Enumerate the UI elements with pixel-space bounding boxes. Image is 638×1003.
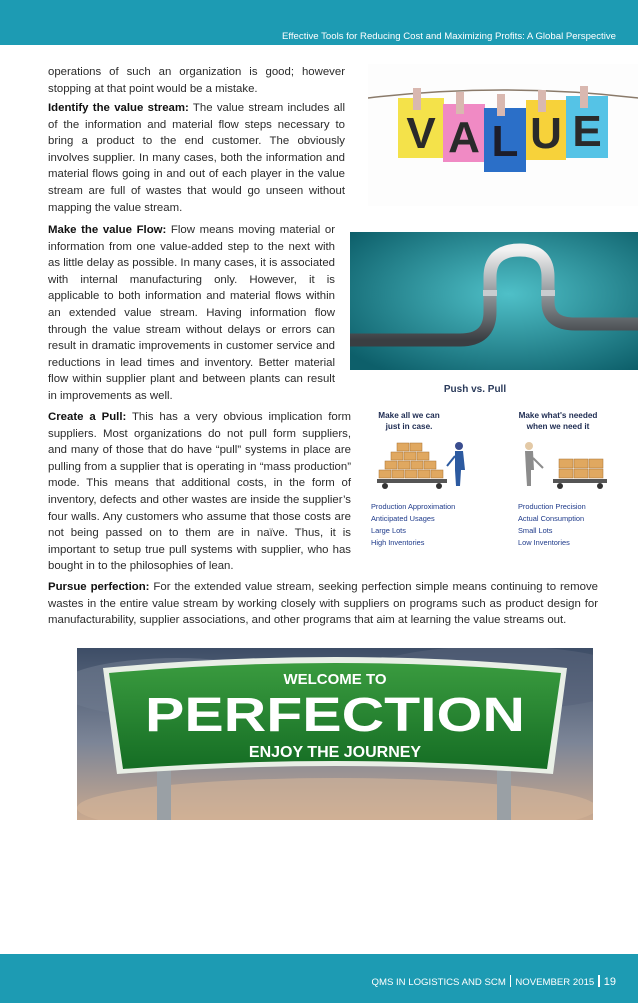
heading-value-stream: Identify the value stream:: [48, 102, 189, 114]
card-letter: U: [530, 109, 562, 158]
push-list-item: Production Approximation: [371, 502, 456, 511]
sign-line-welcome: WELCOME TO: [283, 671, 387, 688]
push-heading-line1: Make all we can: [378, 411, 440, 420]
card-v: [398, 88, 444, 158]
footer-separator: [510, 975, 512, 987]
pipe-joint: [541, 290, 555, 296]
value-cards-illustration: [368, 64, 638, 206]
paragraph-value-flow: [48, 222, 335, 405]
clothespin: [413, 88, 421, 110]
pipe-joint: [483, 290, 497, 296]
page-number: 19: [603, 976, 616, 988]
value-image: [368, 64, 638, 206]
push-pull-image: [363, 374, 631, 554]
perfection-sign-image: [77, 648, 593, 820]
running-header-title: Effective Tools for Reducing Cost and Maximizing Profits: A Global Perspective: [282, 31, 616, 42]
push-list-item: High Inventories: [371, 538, 425, 547]
pull-worker-icon: [525, 442, 543, 486]
card-letter: L: [491, 117, 519, 166]
card-letter: A: [448, 113, 480, 162]
pull-list-item: Actual Consumption: [518, 514, 585, 523]
push-list-item: Large Lots: [371, 526, 406, 535]
clothespin: [580, 86, 588, 108]
push-boxes: [377, 443, 447, 489]
pull-list-item: Small Lots: [518, 526, 553, 535]
heading-pull: Create a Pull:: [48, 411, 127, 423]
footer-text: [371, 975, 616, 988]
heading-value-flow: Make the value Flow:: [48, 224, 167, 236]
card-e: [566, 86, 608, 158]
sign-post: [497, 770, 511, 820]
footer-separator: [598, 975, 600, 987]
text-perfection: For the extended value stream, seeking perfection simple means continuing to remove wastes in the entire value stream by working closely with suppliers on programs such as product design for manufacturability, supplier associations, and other programs that aim at learning the value streams out.: [48, 581, 598, 627]
sign-line-perfection: PERFECTION: [145, 689, 525, 742]
pull-heading-line2: when we need it: [526, 422, 590, 431]
push-heading-line2: just in case.: [385, 422, 433, 431]
pull-list-item: Production Precision: [518, 502, 586, 511]
card-letter: V: [406, 109, 436, 158]
footer-issue: NOVEMBER 2015: [515, 977, 595, 988]
paragraph-pull: [48, 409, 351, 575]
footer-publication: QMS IN LOGISTICS AND SCM: [371, 977, 506, 988]
push-pull-diagram: [363, 374, 631, 554]
card-letter: E: [572, 107, 602, 156]
sign-post: [157, 770, 171, 820]
text-value-flow: Flow means moving material or information from one value-added step to the next with as little delay as possible. In many cases, it is associated with internal manufacturing only. However, it is applicable to both information and material flows within an extended value stream. Having information flow through the value stream without delays or errors can result in dramatic improvements in customer service and reductions in lead times and inventory. Better material flow within supplier plant and between plants can result in improvements as well.: [48, 224, 336, 402]
pull-list-item: Low Inventories: [518, 538, 570, 547]
card-a: [443, 92, 485, 162]
pipe-illustration: [350, 232, 638, 370]
card-u: [526, 90, 566, 160]
clothespin: [497, 94, 505, 116]
paragraph-perfection: [48, 579, 598, 629]
heading-perfection: Pursue perfection:: [48, 581, 150, 593]
paragraph-value-stream: [48, 100, 345, 216]
footer-bar: [0, 954, 638, 1003]
pipe-image: [350, 232, 638, 370]
text-value-stream: The value stream includes all of the information and material flow steps necessary to bring a product to the end customer. The obviously involves supplier. In many cases, both the information and material flows going in and out of each player in the value stream are full of wastes that would go unseen without mapping the value stream.: [48, 102, 345, 214]
push-pull-title: Push vs. Pull: [443, 384, 507, 395]
header-bar: [0, 0, 638, 45]
pull-heading-line1: Make what's needed: [518, 411, 598, 420]
sign-line-journey: ENJOY THE JOURNEY: [248, 744, 422, 761]
paragraph-intro: operations of such an organization is good; however stopping at that point would be a mistake.: [48, 66, 345, 95]
clothespin: [456, 92, 464, 114]
push-list-item: Anticipated Usages: [371, 514, 435, 523]
card-l: [484, 94, 526, 172]
perfection-sign-illustration: [77, 648, 593, 820]
push-worker-icon: [447, 442, 465, 486]
text-pull: This has a very obvious implication form suppliers. Most organizations do not pull form suppliers, and many of those that do have “pull” systems in place are pulling from a supplier that is operating in “mass production” mode. This means that additional costs, in the form of inventory, defects and other wastes are inside the supplier’s four walls. Any customers who assume that those costs are not being passed on to them are in naïve. Thus, it is important to setup true pull systems with supplier, who has bought in to the philosophies of lean.: [48, 411, 351, 573]
pull-boxes: [553, 459, 607, 489]
